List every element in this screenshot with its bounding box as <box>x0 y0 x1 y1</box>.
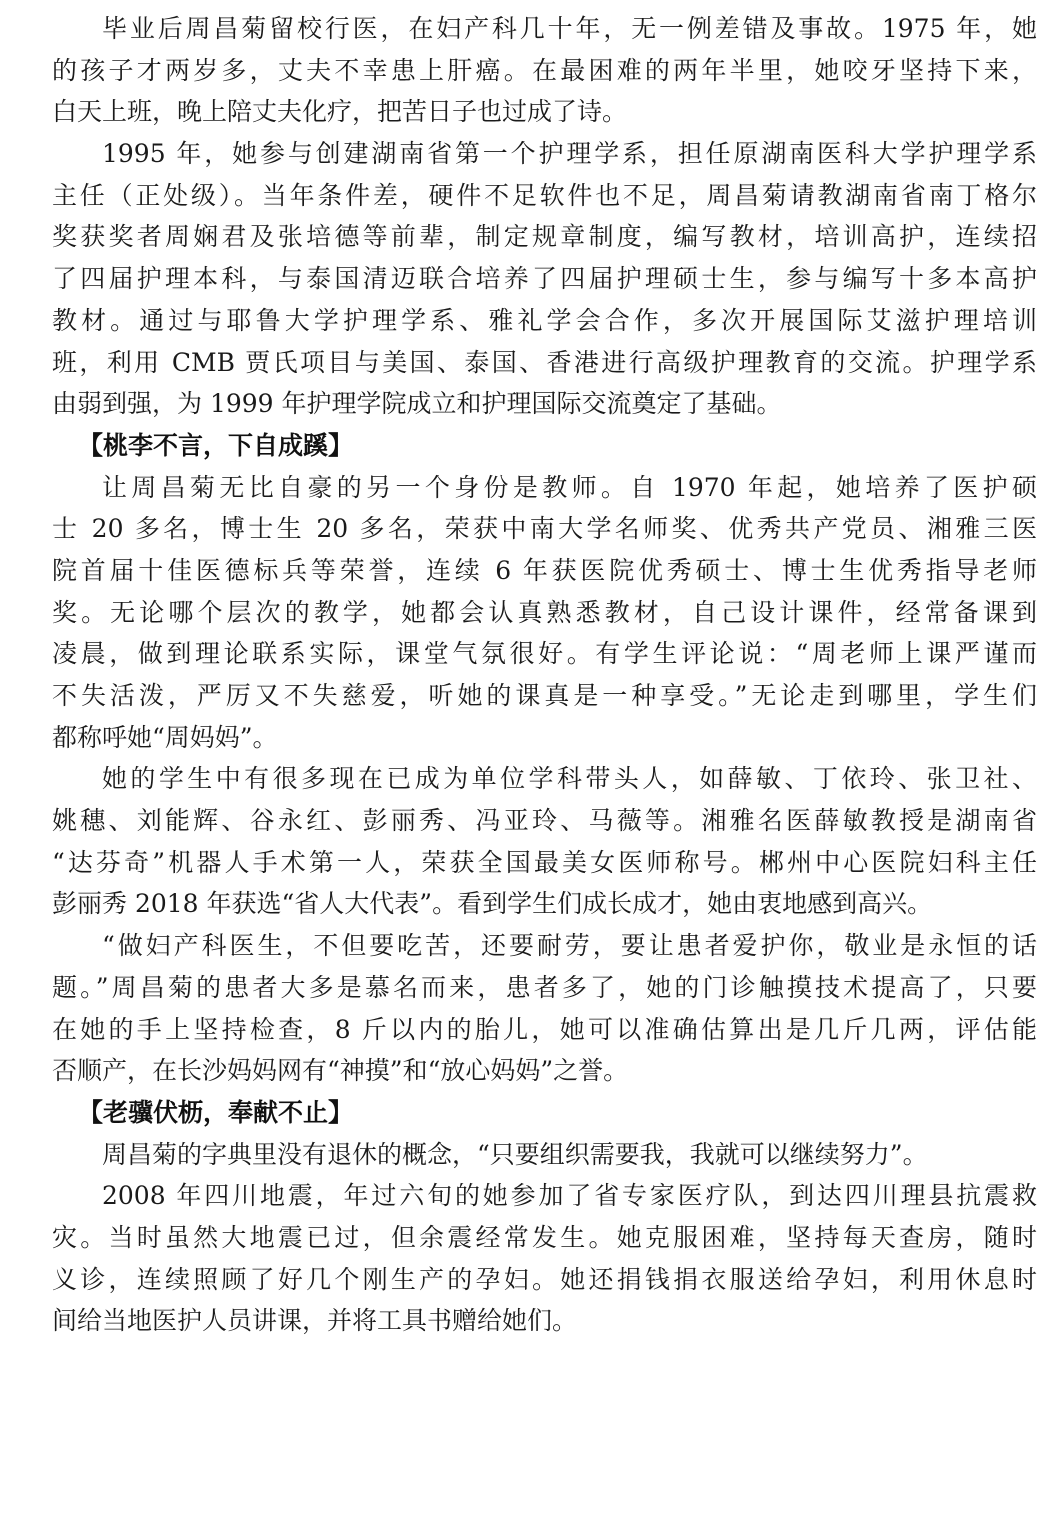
text-line: 奖获奖者周娴君及张培德等前辈，制定规章制度，编写教材，培训高护，连续招 <box>52 222 1037 252</box>
text-line: 了四届护理本科，与泰国清迈联合培养了四届护理硕士生，参与编写十多本高护 <box>52 264 1037 294</box>
text-line: 士 20 多名，博士生 20 多名，荣获中南大学名师奖、优秀共产党员、湘雅三医 <box>52 514 1037 544</box>
text-line: 毕业后周昌菊留校行医，在妇产科几十年，无一例差错及事故。1975 年，她 <box>102 14 1037 43</box>
text-line: 姚穗、刘能辉、谷永红、彭丽秀、冯亚玲、马薇等。湘雅名医薛敏教授是湖南省 <box>52 806 1037 836</box>
text-line: 不失活泼，严厉又不失慈爱，听她的课真是一种享受。”无论走到哪里，学生们 <box>52 681 1037 710</box>
paragraph-teacher <box>52 467 1037 759</box>
text-line: “做妇产科医生，不但要吃苦，还要耐劳，要让患者爱护你，敬业是永恒的话 <box>102 931 1037 961</box>
paragraph-career <box>52 8 1037 133</box>
text-line: 凌晨，做到理论联系实际，课堂气氛很好。有学生评论说：“周老师上课严谨而 <box>52 639 1037 669</box>
text-line: 由弱到强，为 1999 年护理学院成立和护理国际交流奠定了基础。 <box>52 389 782 419</box>
text-line: 周昌菊的字典里没有退休的概念，“只要组织需要我，我就可以继续努力”。 <box>102 1139 928 1169</box>
section-heading: 【老骥伏枥，奉献不止】 <box>78 1097 354 1127</box>
text-line: 主任（正处级）。当年条件差，硬件不足软件也不足，周昌菊请教湖南省南丁格尔 <box>52 180 1037 210</box>
text-line: 奖。无论哪个层次的教学，她都会认真熟悉教材，自己设计课件，经常备课到 <box>52 597 1037 627</box>
text-line: 灾。当时虽然大地震已过，但余震经常发生。她克服困难，坚持每天查房，随时 <box>52 1222 1037 1252</box>
text-line: 白天上班，晚上陪丈夫化疗，把苦日子也过成了诗。 <box>52 97 628 127</box>
paragraph-students <box>52 758 1037 925</box>
paragraph-patients <box>52 925 1037 1092</box>
text-line: 班，利用 CMB 贾氏项目与美国、泰国、香港进行高级护理教育的交流。护理学系 <box>52 347 1037 377</box>
text-line: 教材。通过与耶鲁大学护理学系、雅礼学会合作，多次开展国际艾滋护理培训 <box>52 305 1037 335</box>
paragraph-nursing-department <box>52 133 1037 425</box>
text-line: 彭丽秀 2018 年获选“省人大代表”。看到学生们成长成才，她由衷地感到高兴。 <box>52 889 933 919</box>
paragraph-earthquake <box>52 1175 1037 1342</box>
text-line: 否顺产，在长沙妈妈网有“神摸”和“放心妈妈”之誉。 <box>52 1056 629 1086</box>
text-line: 题。”周昌菊的患者大多是慕名而来，患者多了，她的门诊触摸技术提高了，只要 <box>52 972 1037 1002</box>
paragraph-no-retirement <box>52 1134 1037 1176</box>
text-line: 院首届十佳医德标兵等荣誉，连续 6 年获医院优秀硕士、博士生优秀指导老师 <box>52 555 1037 585</box>
text-line: 义诊，连续照顾了好几个刚生产的孕妇。她还捐钱捐衣服送给孕妇，利用休息时 <box>52 1264 1037 1294</box>
text-line: 让周昌菊无比自豪的另一个身份是教师。自 1970 年起，她培养了医护硕 <box>102 472 1037 502</box>
text-line: 她的学生中有很多现在已成为单位学科带头人，如薛敏、丁依玲、张卫社、 <box>102 764 1037 794</box>
document-page <box>52 0 1037 1342</box>
text-line: 都称呼她“周妈妈”。 <box>52 722 278 752</box>
text-line: 1995 年，她参与创建湖南省第一个护理学系，担任原湖南医科大学护理学系 <box>102 139 1037 169</box>
top-margin <box>52 0 1037 8</box>
text-line: 间给当地医护人员讲课，并将工具书赠给她们。 <box>52 1306 578 1336</box>
text-line: 2008 年四川地震，年过六旬的她参加了省专家医疗队，到达四川理县抗震救 <box>102 1181 1037 1211</box>
section-heading: 【桃李不言，下自成蹊】 <box>78 430 354 460</box>
text-line: 在她的手上坚持检查，8 斤以内的胎儿，她可以准确估算出是几斤几两，评估能 <box>52 1014 1037 1044</box>
text-line: 的孩子才两岁多，丈夫不幸患上肝癌。在最困难的两年半里，她咬牙坚持下来， <box>52 55 1037 85</box>
text-line: “达芬奇”机器人手术第一人，荣获全国最美女医师称号。郴州中心医院妇科主任 <box>52 847 1037 877</box>
